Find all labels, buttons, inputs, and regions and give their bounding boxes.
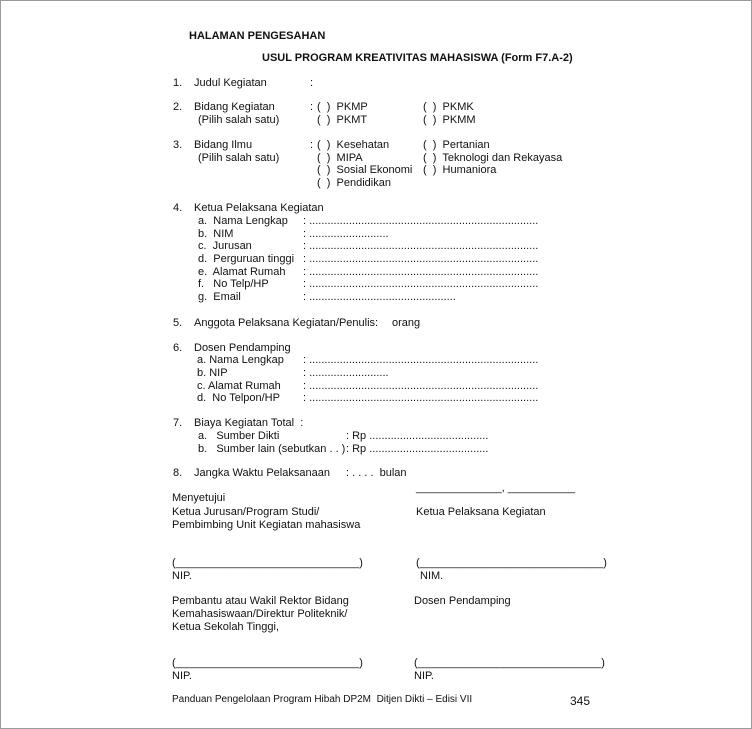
ketua-field-label: a. Nama Lengkap: [198, 215, 288, 227]
ketua-field-label: b. NIM: [198, 228, 234, 240]
ketua-field-leader[interactable]: : ...........................................................................: [303, 253, 539, 265]
ketua-field-label: d. Perguruan tinggi: [198, 253, 295, 265]
option-pkmp[interactable]: ( ) PKMP: [317, 101, 368, 113]
option-kesehatan[interactable]: ( ) Kesehatan: [317, 139, 390, 151]
footer-text: Panduan Pengelolaan Program Hibah DP2M Ditjen Dikti – Edisi VII: [172, 694, 473, 705]
option-pendidikan[interactable]: ( ) Pendidikan: [317, 177, 391, 189]
nim-label: NIM.: [420, 570, 444, 582]
bidang-kegiatan-label: Bidang Kegiatan: [194, 101, 275, 113]
jangka-label: Jangka Waktu Pelaksanaan: [194, 467, 330, 479]
item-number: 4.: [173, 202, 183, 214]
approval-label: Menyetujui: [172, 492, 226, 504]
item-number: 7.: [173, 417, 183, 429]
date-line[interactable]: ______________, ___________: [416, 482, 576, 494]
judul-label: Judul Kegiatan: [194, 77, 267, 89]
signature-line[interactable]: (______________________________): [416, 557, 607, 569]
nip-label: NIP.: [414, 670, 434, 682]
item-number: 3.: [173, 139, 183, 151]
nip-label: NIP.: [172, 570, 192, 582]
bidang-ilmu-note: (Pilih salah satu): [198, 152, 280, 164]
item-number: 8.: [173, 467, 183, 479]
dosen-field-leader[interactable]: : ...........................................................................: [303, 354, 539, 366]
item-number: 5.: [173, 317, 183, 329]
dosen-field-leader[interactable]: : ...........................................................................: [303, 380, 539, 392]
judul-colon: :: [310, 77, 314, 89]
biaya-field-label: a. Sumber Dikti: [198, 430, 280, 442]
ketua-field-label: e. Alamat Rumah: [198, 266, 286, 278]
page-number: 345: [570, 694, 591, 708]
colon: :: [310, 101, 314, 113]
form-subtitle: USUL PROGRAM KREATIVITAS MAHASISWA (Form F7.A-2): [262, 52, 573, 64]
ketua-field-label: c. Jurusan: [198, 240, 252, 252]
ketua-field-label: f. No Telp/HP: [198, 278, 269, 290]
ketua-field-leader[interactable]: : ...........................................................................: [303, 215, 539, 227]
ketua-field-leader[interactable]: : ..........................: [303, 228, 389, 240]
biaya-label: Biaya Kegiatan Total :: [194, 417, 304, 429]
page-title: HALAMAN PENGESAHAN: [189, 30, 326, 42]
jangka-value[interactable]: : . . . . bulan: [346, 467, 407, 479]
option-pkmt[interactable]: ( ) PKMT: [317, 114, 368, 126]
bidang-ilmu-label: Bidang Ilmu: [194, 139, 253, 151]
signature-line[interactable]: (______________________________): [414, 657, 605, 669]
approver-title: Ketua Sekolah Tinggi,: [172, 621, 280, 633]
dosen-field-label: b. NIP: [197, 367, 228, 379]
colon: :: [310, 139, 314, 151]
option-humaniora[interactable]: ( ) Humaniora: [423, 164, 497, 176]
anggota-unit: orang: [392, 317, 421, 329]
anggota-label: Anggota Pelaksana Kegiatan/Penulis:: [194, 317, 379, 329]
ketua-field-leader[interactable]: : ................................................: [303, 291, 456, 303]
biaya-field-leader[interactable]: : Rp .......................................: [346, 430, 489, 442]
option-pkmk[interactable]: ( ) PKMK: [423, 101, 474, 113]
dosen-label: Dosen Pendamping: [194, 342, 291, 354]
option-pertanian[interactable]: ( ) Pertanian: [423, 139, 490, 151]
ketua-field-leader[interactable]: : ...........................................................................: [303, 240, 539, 252]
ketua-label: Ketua Pelaksana Kegiatan: [194, 202, 324, 214]
dosen-field-leader[interactable]: : ..........................: [303, 367, 389, 379]
biaya-field-label: b. Sumber lain (sebutkan . . ): [198, 443, 346, 455]
bidang-kegiatan-note: (Pilih salah satu): [198, 114, 280, 126]
dosen-sign-title: Dosen Pendamping: [414, 595, 511, 607]
ketua-field-label: g. Email: [198, 291, 241, 303]
item-number: 2.: [173, 101, 183, 113]
dosen-field-label: c. Alamat Rumah: [197, 380, 281, 392]
item-number: 6.: [173, 342, 183, 354]
dosen-field-label: d. No Telpon/HP: [197, 392, 280, 404]
signature-line[interactable]: (______________________________): [172, 557, 363, 569]
ketua-field-leader[interactable]: : ...........................................................................: [303, 278, 539, 290]
option-pkmm[interactable]: ( ) PKMM: [423, 114, 476, 126]
approver-title: Pembimbing Unit Kegiatan mahasiswa: [172, 519, 361, 531]
item-number: 1.: [173, 77, 183, 89]
option-mipa[interactable]: ( ) MIPA: [317, 152, 363, 164]
option-sosial-ekonomi[interactable]: ( ) Sosial Ekonomi: [317, 164, 413, 176]
dosen-field-label: a. Nama Lengkap: [197, 354, 284, 366]
biaya-field-leader[interactable]: : Rp .......................................: [346, 443, 489, 455]
ketua-field-leader[interactable]: : ...........................................................................: [303, 266, 539, 278]
ketua-sign-title: Ketua Pelaksana Kegiatan: [416, 506, 546, 518]
approver-title: Pembantu atau Wakil Rektor Bidang: [172, 595, 349, 607]
approver-title: Kemahasiswaan/Direktur Politeknik/: [172, 608, 348, 620]
dosen-field-leader[interactable]: : ...........................................................................: [303, 392, 539, 404]
signature-line[interactable]: (______________________________): [172, 657, 363, 669]
option-teknologi[interactable]: ( ) Teknologi dan Rekayasa: [423, 152, 563, 164]
approver-title: Ketua Jurusan/Program Studi/: [172, 506, 320, 518]
nip-label: NIP.: [172, 670, 192, 682]
